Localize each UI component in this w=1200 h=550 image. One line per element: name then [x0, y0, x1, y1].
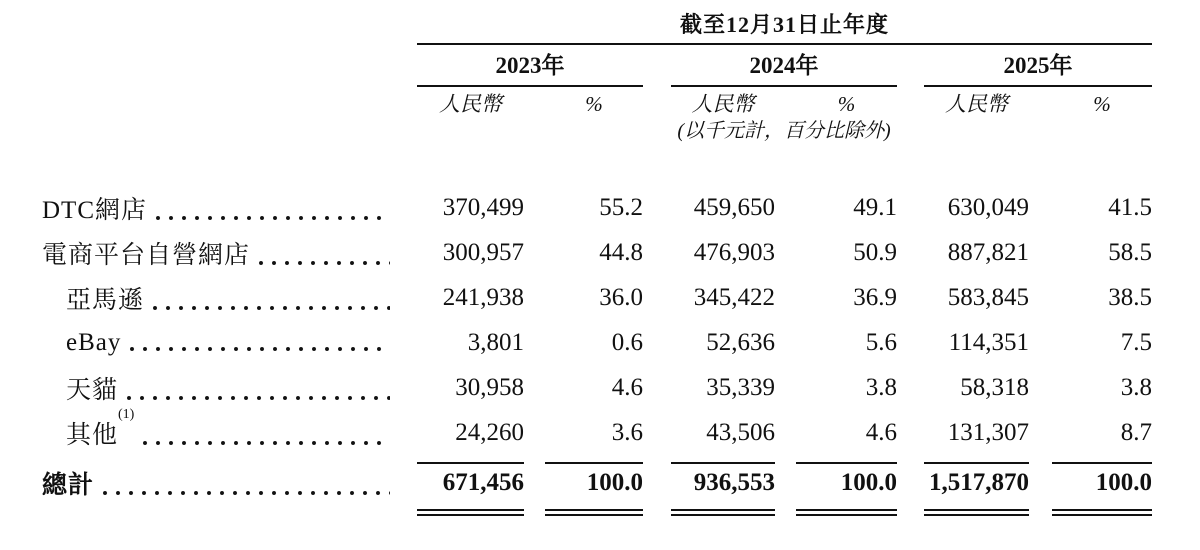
cell-value: 36.9: [853, 283, 897, 311]
footnote-marker: (1): [118, 406, 135, 422]
total-double-rule: [417, 509, 524, 516]
cell-value: 345,422: [693, 283, 775, 311]
cell-value: 58,318: [960, 373, 1029, 401]
cell-value: 241,938: [442, 283, 524, 311]
cell-value: 44.8: [599, 238, 643, 266]
subtotal-rule: [671, 462, 775, 464]
cell-value: 3.8: [865, 373, 897, 401]
rmb-column-header-2023: 人民幣: [439, 92, 502, 116]
cell-value: 583,845: [947, 283, 1029, 311]
revenue-by-channel-table: [42, 12, 1152, 516]
percent-column-header-2025: %: [1093, 92, 1111, 116]
leader-dots: [143, 441, 390, 445]
rmb-column-header-2024: 人民幣: [691, 92, 755, 116]
total-row-label: [42, 465, 417, 501]
total-row: [42, 464, 1152, 502]
subtotal-rule: [924, 462, 1029, 464]
cell-value: 30,958: [455, 373, 524, 401]
cell-value: 3.8: [1120, 373, 1152, 401]
cell-value: 630,049: [947, 193, 1029, 221]
unit-note-row: [42, 117, 1152, 144]
cell-value: 4.6: [865, 418, 897, 446]
leader-dots: [130, 347, 390, 351]
cell-value: 50.9: [853, 238, 897, 266]
row-label-text: 電商平台自營網店: [42, 241, 251, 269]
cell-value: 58.5: [1108, 238, 1152, 266]
table-row: [42, 185, 1152, 230]
row-label-text: 天貓: [66, 376, 119, 404]
row-label-text: DTC網店: [42, 196, 148, 224]
total-double-rule: [924, 509, 1029, 516]
year-header-2023: 2023年: [417, 45, 643, 87]
total-cell-value: 936,553: [693, 469, 775, 496]
cell-value: 8.7: [1120, 418, 1152, 446]
row-label: [42, 406, 417, 451]
total-cell-value: 100.0: [840, 469, 897, 496]
total-double-rule-row: [42, 509, 1152, 516]
year-header-row: [42, 45, 1152, 87]
subtotal-rule: [417, 462, 524, 464]
cell-value: 3,801: [467, 328, 524, 356]
cell-value: 52,636: [706, 328, 775, 356]
leader-dots: [103, 491, 390, 495]
cell-value: 0.6: [611, 328, 643, 356]
subtotal-rule: [796, 462, 897, 464]
table-row: [42, 230, 1152, 275]
cell-value: 4.6: [611, 373, 643, 401]
cell-value: 24,260: [455, 418, 524, 446]
cell-value: 370,499: [442, 193, 524, 221]
column-header-row: [42, 87, 1152, 117]
cell-value: 300,957: [442, 238, 524, 266]
year-header-2025: 2025年: [924, 45, 1152, 87]
row-label-text: eBay: [66, 328, 122, 356]
total-double-rule: [1052, 509, 1152, 516]
year-header-2024: 2024年: [671, 45, 897, 87]
table-row: [42, 320, 1152, 365]
total-cell-value: 100.0: [586, 469, 643, 496]
total-double-rule: [671, 509, 775, 516]
cell-value: 35,339: [706, 373, 775, 401]
leader-dots: [153, 306, 390, 310]
rmb-column-header-2025: 人民幣: [945, 92, 1008, 116]
cell-value: 5.6: [865, 328, 897, 356]
row-label: [42, 235, 417, 271]
unit-note: (以千元計，百分比除外): [677, 120, 891, 142]
cell-value: 131,307: [947, 418, 1029, 446]
cell-value: 36.0: [599, 283, 643, 311]
cell-value: 43,506: [706, 418, 775, 446]
row-label: [42, 280, 417, 316]
row-label-text: 亞馬遜: [66, 286, 145, 314]
leader-dots: [156, 216, 390, 220]
leader-dots: [259, 261, 390, 265]
subtotal-rule: [545, 462, 643, 464]
row-label-text: 其他: [66, 421, 119, 449]
cell-value: 55.2: [599, 193, 643, 221]
cell-value: 7.5: [1120, 328, 1152, 356]
cell-value: 38.5: [1108, 283, 1152, 311]
total-cell-value: 1,517,870: [929, 469, 1029, 496]
table-row: [42, 365, 1152, 410]
cell-value: 887,821: [947, 238, 1029, 266]
percent-column-header-2024: %: [837, 92, 856, 116]
leader-dots: [127, 396, 390, 400]
row-label: [42, 329, 417, 357]
total-double-rule: [545, 509, 643, 516]
cell-value: 114,351: [948, 328, 1029, 356]
cell-value: 41.5: [1108, 193, 1152, 221]
period-header: 截至12月31日止年度: [417, 12, 1152, 45]
cell-value: 49.1: [853, 193, 897, 221]
subtotal-rule: [1052, 462, 1152, 464]
percent-column-header-2023: %: [585, 92, 603, 116]
cell-value: 459,650: [693, 193, 775, 221]
total-cell-value: 100.0: [1095, 469, 1152, 496]
period-header-row: [42, 12, 1152, 45]
row-label: [42, 190, 417, 226]
table-row: [42, 406, 1152, 455]
table-row: [42, 275, 1152, 320]
total-double-rule: [796, 509, 897, 516]
cell-value: 3.6: [611, 418, 643, 446]
row-label: [42, 370, 417, 406]
cell-value: 476,903: [693, 238, 775, 266]
total-label-text: 總計: [42, 472, 95, 499]
total-cell-value: 671,456: [442, 469, 524, 496]
header-body-gap: [42, 144, 1152, 185]
